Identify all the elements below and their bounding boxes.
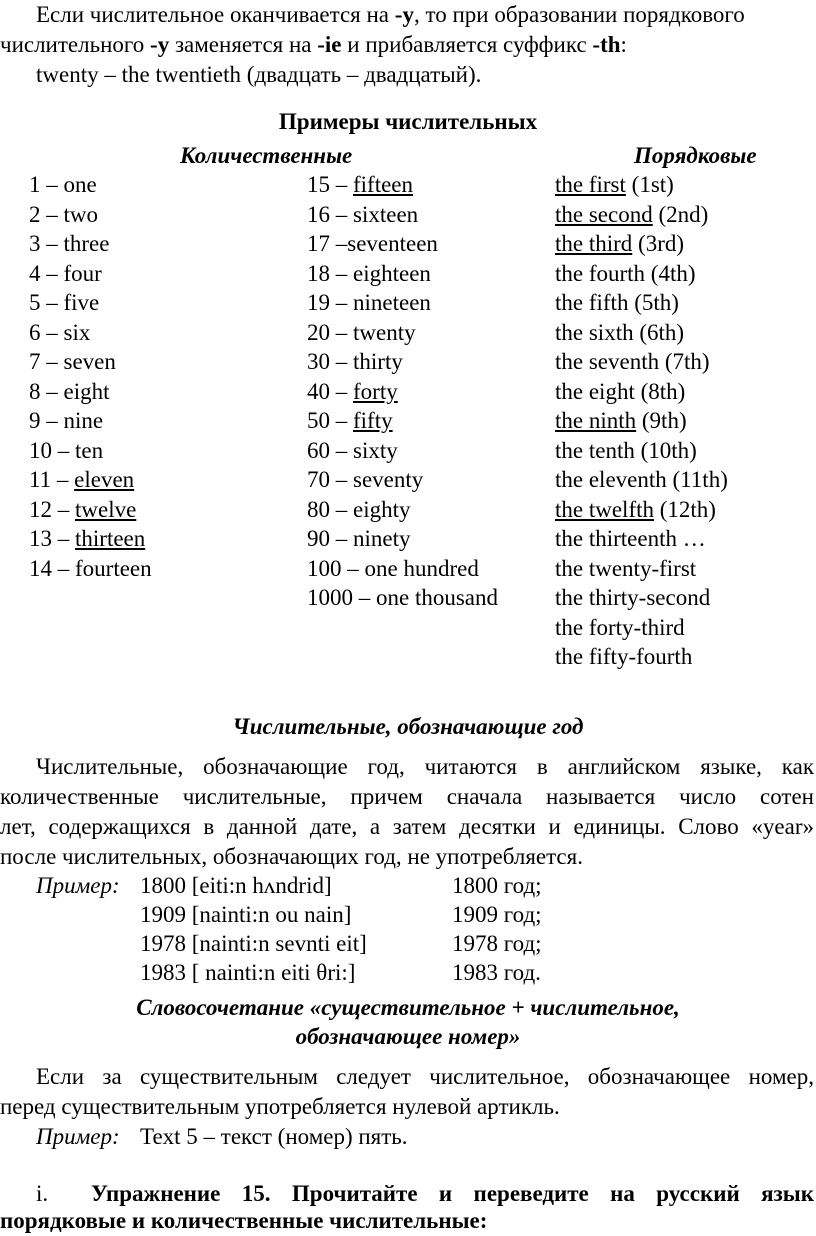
- year-row-3-ru: 1978 год;: [452, 931, 542, 956]
- ordinal-col-row: [555, 495, 728, 525]
- ordinal-col-row: [555, 524, 728, 554]
- numeral-text: the twenty-first: [555, 555, 697, 581]
- numeral-suffix: (3rd): [632, 231, 685, 256]
- noun-para-line-2: перед существительным употребляется нулевой артикль.: [0, 1094, 560, 1119]
- numeral-suffix: (9th): [636, 408, 687, 433]
- noun-title-line-2: обозначающее номер»: [295, 1024, 521, 1049]
- cardinal-col1-row: [29, 406, 152, 436]
- ordinal-col-row: [555, 642, 728, 672]
- numeral-underlined: thirteen: [75, 526, 146, 551]
- numeral-text: 1000 – one thousand: [307, 585, 499, 610]
- numeral-text: 10 – ten: [29, 437, 104, 463]
- noun-example-text: Text 5 – текст (номер) пять.: [140, 1124, 408, 1149]
- numeral-text: 3 – three: [29, 231, 110, 256]
- year-row-2-num: 1909 [nainti:n ou nain]: [140, 902, 352, 927]
- numeral-text: 60 – sixty: [307, 437, 398, 463]
- cardinal-col2-row: [307, 583, 498, 613]
- cardinal-col2-row: [307, 377, 498, 407]
- numeral-text: 19 – nineteen: [307, 290, 431, 315]
- exercise-title-line-2: порядковые и количественные числительные:: [0, 1208, 488, 1233]
- examples-title: Примеры числительных: [278, 109, 538, 134]
- years-para-line-2: количественные числительные, причем сначала называется число сотен: [0, 784, 814, 809]
- numeral-text: 20 – twenty: [307, 319, 416, 345]
- ordinal-column: [555, 170, 728, 672]
- numeral-underlined: fifteen: [353, 172, 414, 197]
- cardinal-col1-row: [29, 495, 152, 525]
- ordinal-col-row: [555, 554, 728, 584]
- numeral-underlined: the third: [555, 231, 633, 256]
- ordinal-col-row: [555, 318, 728, 348]
- year-row-4-ru: 1983 год.: [452, 960, 541, 985]
- cardinal-col2-row: [307, 347, 498, 377]
- numeral-text: 12 –: [29, 496, 75, 522]
- cardinal-col2-row: [307, 436, 498, 466]
- ordinal-col-row: [555, 613, 728, 643]
- numeral-underlined: eleven: [74, 467, 135, 492]
- intro-line-3: twenty – the twentieth (двадцать – двадцатый).: [36, 62, 482, 87]
- cardinal-col1-row: [29, 465, 152, 495]
- numeral-text: the fifty-fourth: [555, 644, 693, 669]
- cardinal-col1-row: [29, 524, 152, 554]
- years-para-line-1: Числительные, обозначающие год, читаются в английском языке, как: [36, 754, 814, 779]
- intro-line-2: числительного -y заменяется на -ie и прибавляется суффикс -th:: [0, 32, 627, 57]
- numeral-text: 11 –: [29, 467, 75, 492]
- noun-para-line-1: Если за существительным следует числительное, обозначающее номер,: [36, 1064, 814, 1089]
- ordinal-col-row: [555, 200, 728, 230]
- cardinal-col1-row: [29, 436, 152, 466]
- numeral-text: the eight (8th): [555, 378, 686, 404]
- numeral-underlined: the ninth: [555, 408, 637, 433]
- cardinal-col1-row: [29, 259, 152, 289]
- cardinal-col2-row: [307, 170, 498, 200]
- cardinal-col2-row: [307, 288, 498, 318]
- numeral-text: the sixth (6th): [555, 319, 685, 345]
- cardinal-col1-row: [29, 347, 152, 377]
- year-row-1-ru: 1800 год;: [452, 873, 542, 898]
- numeral-text: the forty-third: [555, 614, 685, 640]
- year-row-2-ru: 1909 год;: [452, 902, 542, 927]
- numeral-text: 17 –seventeen: [307, 231, 438, 256]
- ordinal-col-row: [555, 259, 728, 289]
- numeral-text: 90 – ninety: [307, 526, 411, 551]
- year-row-4-num: 1983 [ nainti:n eiti θri:]: [140, 960, 356, 985]
- cardinal-col1-row: [29, 288, 152, 318]
- cardinal-column-2: [307, 170, 498, 613]
- numeral-text: 15 –: [307, 172, 353, 197]
- numeral-text: the seventh (7th): [555, 349, 710, 374]
- cardinal-col2-row: [307, 259, 498, 289]
- numeral-text: 30 – thirty: [307, 349, 403, 374]
- years-para-line-3: лет, содержащихся в данной дате, а затем десятки и единицы. Слово «year»: [0, 814, 814, 839]
- numeral-text: the thirty-second: [555, 585, 711, 610]
- numeral-text: 4 – four: [29, 260, 102, 286]
- numeral-text: 13 –: [29, 526, 75, 551]
- ordinal-col-row: [555, 583, 728, 613]
- noun-title-line-1: Словосочетание «существительное + числительное,: [136, 995, 680, 1020]
- numeral-text: the fourth (4th): [555, 260, 696, 286]
- numeral-underlined: twelve: [75, 496, 137, 522]
- numeral-text: 80 – eighty: [307, 496, 411, 522]
- numeral-underlined: forty: [353, 378, 398, 404]
- cardinal-col2-row: [307, 200, 498, 230]
- numeral-text: 40 –: [307, 378, 353, 404]
- ordinal-col-row: [555, 229, 728, 259]
- header-ordinal: Порядковые: [634, 143, 757, 168]
- cardinal-col1-row: [29, 200, 152, 230]
- ordinal-col-row: [555, 436, 728, 466]
- cardinal-col1-row: [29, 170, 152, 200]
- numeral-suffix: (1st): [625, 172, 674, 197]
- exercise-title-line-1: Упражнение 15. Прочитайте и переведите на русский язык: [91, 1181, 814, 1206]
- numeral-text: 18 – eighteen: [307, 260, 431, 286]
- numeral-text: 8 – eight: [29, 378, 110, 404]
- year-row-1-num: 1800 [eiti:n hʌndrid]: [140, 873, 332, 898]
- numeral-text: the tenth (10th): [555, 437, 697, 463]
- ordinal-col-row: [555, 170, 728, 200]
- ordinal-col-row: [555, 465, 728, 495]
- cardinal-col2-row: [307, 406, 498, 436]
- numeral-text: 1 – one: [29, 172, 97, 197]
- numeral-text: 9 – nine: [29, 408, 104, 433]
- cardinal-column-1: [29, 170, 152, 583]
- ordinal-col-row: [555, 406, 728, 436]
- numeral-underlined: the twelfth: [555, 496, 654, 522]
- numeral-text: 70 – seventy: [307, 467, 424, 492]
- cardinal-col1-row: [29, 377, 152, 407]
- ordinal-col-row: [555, 347, 728, 377]
- numeral-text: 2 – two: [29, 201, 98, 227]
- years-example-label: Пример:: [36, 873, 120, 898]
- numeral-underlined: fifty: [353, 408, 393, 433]
- numeral-text: 16 – sixteen: [307, 201, 419, 227]
- years-para-line-4: после числительных, обозначающих год, не употребляется.: [0, 844, 583, 869]
- numeral-suffix: (2nd): [652, 201, 709, 227]
- cardinal-col2-row: [307, 554, 498, 584]
- cardinal-col2-row: [307, 318, 498, 348]
- numeral-underlined: the first: [555, 172, 626, 197]
- year-row-3-num: 1978 [nainti:n sevnti eit]: [140, 931, 367, 956]
- numeral-text: 14 – fourteen: [29, 555, 152, 581]
- exercise-marker: i.: [36, 1181, 49, 1206]
- ordinal-col-row: [555, 377, 728, 407]
- numeral-text: 6 – six: [29, 319, 91, 345]
- numeral-text: the thirteenth …: [555, 526, 706, 551]
- cardinal-col2-row: [307, 495, 498, 525]
- intro-line-1: Если числительное оканчивается на -y, то при образовании порядкового: [36, 2, 745, 27]
- cardinal-col1-row: [29, 554, 152, 584]
- numeral-text: the eleventh (11th): [555, 467, 728, 492]
- numeral-text: 7 – seven: [29, 349, 116, 374]
- cardinal-col2-row: [307, 465, 498, 495]
- noun-example-label: Пример:: [36, 1124, 120, 1149]
- ordinal-col-row: [555, 288, 728, 318]
- cardinal-col1-row: [29, 229, 152, 259]
- numeral-underlined: the second: [555, 201, 653, 227]
- numeral-text: 100 – one hundred: [307, 555, 479, 581]
- numeral-text: the fifth (5th): [555, 290, 679, 315]
- numeral-text: 5 – five: [29, 290, 100, 315]
- cardinal-col2-row: [307, 229, 498, 259]
- header-cardinal: Количественные: [180, 143, 353, 168]
- years-title: Числительные, обозначающие год: [232, 714, 584, 739]
- cardinal-col2-row: [307, 524, 498, 554]
- numeral-suffix: (12th): [654, 496, 716, 522]
- cardinal-col1-row: [29, 318, 152, 348]
- numeral-text: 50 –: [307, 408, 353, 433]
